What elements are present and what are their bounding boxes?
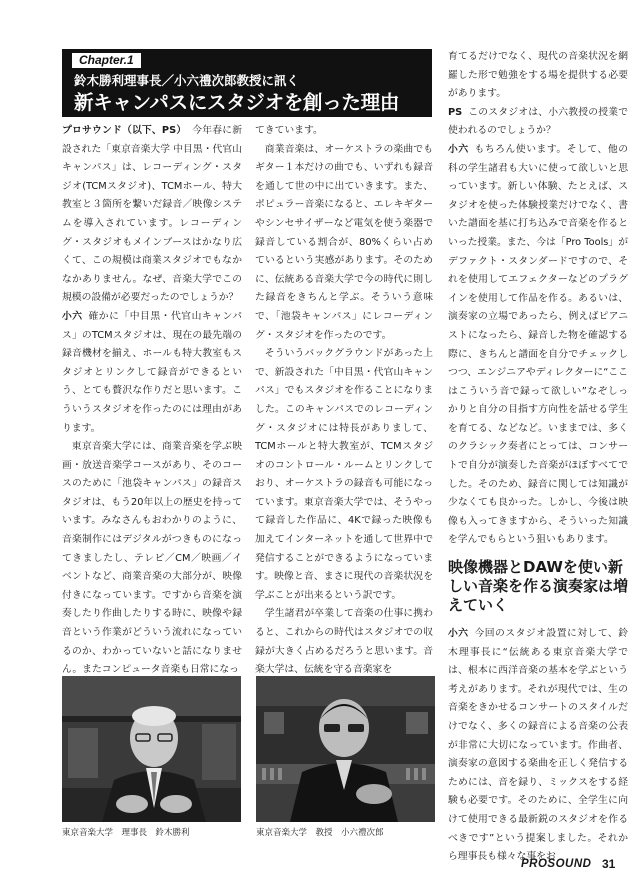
paragraph-text: このスタジオは、小六教授の授業で使われるのでしょうか？ (448, 106, 628, 137)
paragraph: てきています。 (255, 125, 323, 136)
speaker-label: プロサウンド（以下、PS） (62, 125, 187, 136)
portrait-illustration (256, 676, 435, 822)
paragraph: そういうバックグラウンドがあった上で、新設された「中目黒・代官山キャンパス」でもスタジオを作ることになりました。このキャンパスでのレコーディング・スタジオには特長がありまして、TCMホールと特大教室が、TCMスタジオのコントロール・ルームとリンクしており、オーケストラの録音も可能になっています。東京音楽大学では、そうやって録音した作品に、4Kで録った映像も加えてインターネットを通して世界中で発信することができるようになっています。映像と音、まさに現代の音楽状況を学ぶことが出来るという訳です。 (255, 348, 433, 601)
speaker-label: 小六 (448, 143, 469, 155)
paragraph (448, 625, 628, 867)
portrait-illustration (62, 676, 241, 822)
chapter-label: Chapter.1 (72, 53, 141, 68)
paragraph: 学生諸君が卒業して音楽の仕事に携わると、これからの時代はスタジオでの収録が大きく占めるだろうと思います。音楽大学は、伝統を守る音楽家を (255, 608, 433, 676)
speaker-label: 小六 (448, 628, 469, 640)
paragraph: 商業音楽は、オーケストラの楽曲でもギター１本だけの曲でも、いずれも録音を通して世の中に出ていきます。また、ポピュラー音楽になると、エレキギターやシンセサイザーなど電気を使う楽器で録音している割合が、80%くらい占めているという実感があります。そのために、伝統ある音楽大学で今の時代に則した録音をきちんと学ぶ。そういう意味で、「池袋キャンパス」にレコーディング・スタジオを作ったのです。 (255, 143, 433, 341)
speaker-label: 小六 (62, 310, 83, 322)
text-column-3 (448, 48, 628, 867)
speaker-label: PS (448, 106, 463, 118)
page-number: 31 (602, 857, 616, 871)
chapter-header (62, 49, 432, 117)
interview-subtitle: 鈴木勝利理事長／小六禮次郎教授に訊く (74, 73, 300, 88)
paragraph (448, 104, 628, 141)
paragraph: 育てるだけでなく、現代の音楽状況を網羅した形で勉強をする場を提供する必要があります。 (448, 51, 628, 100)
paragraph-text: もちろん使います。そして、他の科の学生諸君も大いに使って欲しいと思っています。新しい体験、たとえば、スタジオを使った体験授業だけでなく、書いた譜面を基に打ち込みで音楽を作るといった授業。また、今は「Pro Tools」がデファクト・スタンダードですので、それを使用してエフェクターなどのプラグインを使用して作品を作る。あるいは、演奏家の立場であったら、例えばピアニストになったら、録音した物を確認する際に、きちんと譜面を自分でチェックしつつ、エンジニアやディレクターに“ここはこういう音で録って欲しい”なぞしっかりと自分の目指す方向性を話せる学生を育てる、などなど。いままでは、多くのクラシック奏者にとっては、コンサートで自分が演奏した音楽がほぼすべてでした。そのため、録音に関しては知識が少なくても良かった。しかし、今後は映像も入ってきますから、そういった知識を学んでもらという狙いもあります。 (448, 143, 628, 546)
paragraph (62, 122, 242, 308)
photo-caption: 東京音楽大学 理事長 鈴木勝利 (62, 828, 190, 838)
paragraph: 東京音楽大学には、商業音楽を学ぶ映画・放送音楽学コースがあり、そのコースのために「池袋キャンパス」の録音スタジオは、もう20年以上の歴史を持っています。みなさんもおわかりのように、音楽制作にはデジタルがつきものになってきましたし、テレビ／CM／映画／イベントなど、商業音楽の大部分が、映像付きになっています。ですから音楽を演奏したり作曲したりする時に、映像や録音という作業がどういう流れになっているのか、わかっていないと話になりません。またコンピュータ音楽も日常になっ (62, 441, 242, 676)
paragraph-text: 確かに「中目黒・代官山キャンパス」のTCMスタジオは、現在の最先端の録音機材を揃え、ホールも特大教室もスタジオとリンクして録音ができるという、とても贅沢な作りだと思います。こういうスタジオを作ったのには理由があります。 (62, 310, 242, 434)
text-column-1 (62, 122, 242, 680)
paragraph-text: 今回のスタジオ設置に対して、鈴木理事長に“伝統ある東京音楽大学では、根本に西洋音楽の基本を学ぶという考えがあります。それが現代では、生の音楽をきかせるコンサートのスタイルだけでなく、多くの録音による音楽の公表が非常に大切になっています。作曲者、演奏家の意図する楽曲を正しく発信するためには、音を録り、ミックスをする経験も必要です。そのために、全学生に向けて使用できる最新鋭のスタジオを作るべきです”という提案しました。それから理事長も様々な事をお (448, 628, 629, 863)
photo-caption: 東京音楽大学 教授 小六禮次郎 (256, 828, 384, 838)
text-column-2 (255, 122, 433, 680)
portrait-photo-koroku (256, 676, 435, 822)
paragraph (448, 141, 628, 550)
article-title: 新キャンパスにスタジオを創った理由 (74, 91, 400, 114)
magazine-logo: PROSOUND (521, 858, 592, 870)
section-heading: 映像機器とDAWを使い新しい音楽を作る演奏家は増えていく (448, 558, 629, 615)
paragraph (62, 308, 242, 438)
paragraph-text: 今年春に新設された「東京音楽大学 中目黒・代官山キャンパス」は、レコーディング・スタジオ(TCMスタジオ)、TCMホール、特大教室と３箇所を繋いだ録音／映像システムを導入されています。レコーディング・スタジオもメインブースはかなり広くて、この規模は商業スタジオでもなかなかありません。なぜ、音楽大学でこの規模の設備が必要だったのでしょうか？ (62, 125, 242, 304)
portrait-photo-suzuki (62, 676, 241, 822)
